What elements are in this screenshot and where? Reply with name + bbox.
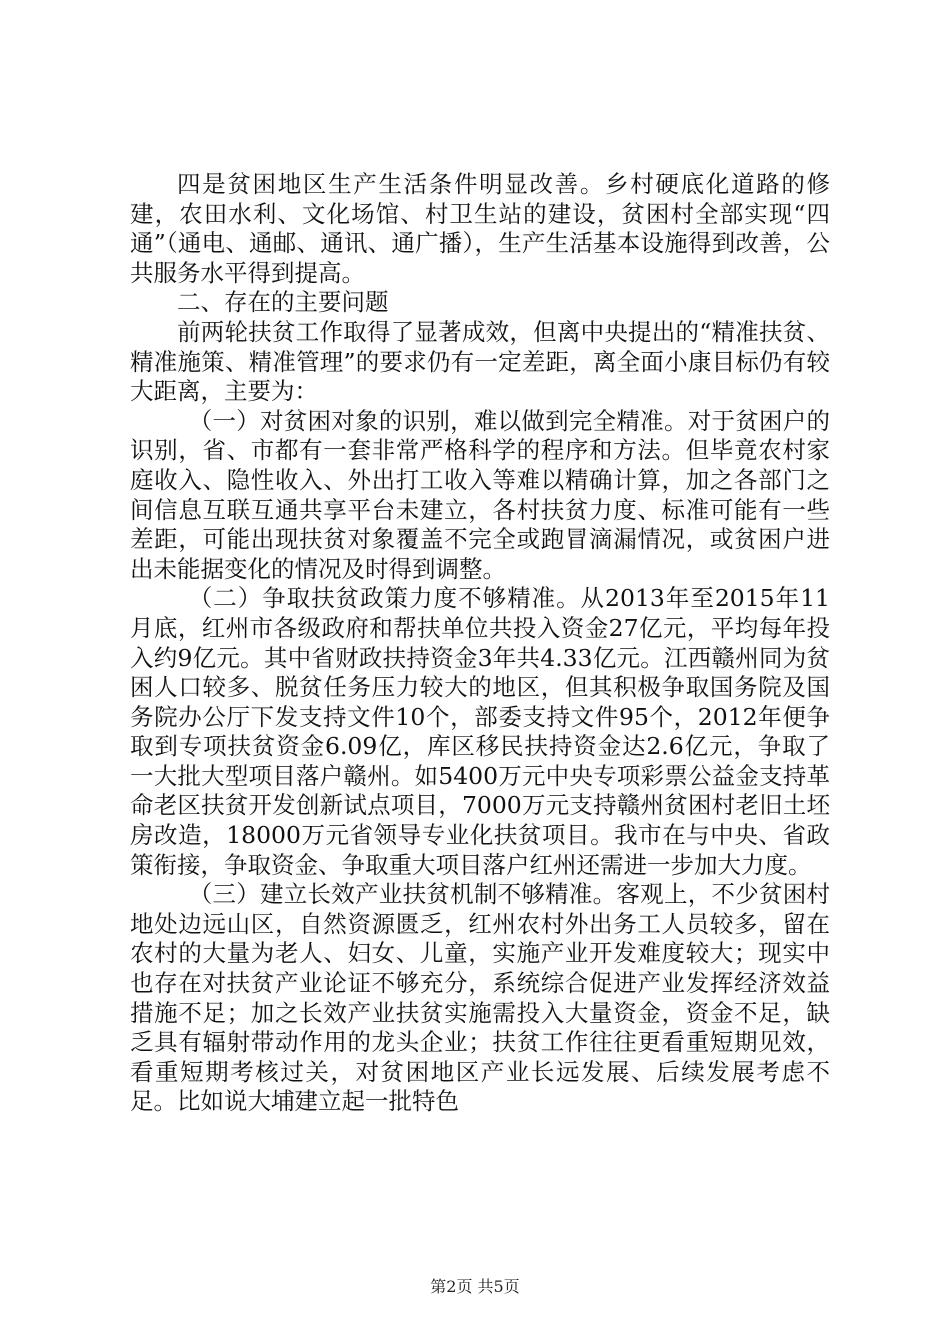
- paragraph-intro-problems: 前两轮扶贫工作取得了显著成效，但离中央提出的“精准扶贫、精准施策、精准管理”的要求仍有一定差距，离全面小康目标仍有较大距离，主要为：: [130, 317, 830, 406]
- paragraph-improvement: 四是贫困地区生产生活条件明显改善。乡村硬底化道路的修建，农田水利、文化场馆、村卫生站的建设，贫困村全部实现“四通”（通电、通邮、通讯、通广播），生产生活基本设施得到改善，公共服务水平得到提高。: [130, 170, 830, 287]
- paragraph-problem-3: （三）建立长效产业扶贫机制不够精准。客观上，不少贫困村地处边远山区，自然资源匮乏，红州农村外出务工人员较多，留在农村的大量为老人、妇女、儿童，实施产业开发难度较大；现实中也存在对扶贫产业论证不够充分，系统综合促进产业发挥经济效益措施不足；加之长效产业扶贫实施需投入大量资金，资金不足，缺乏具有辐射带动作用的龙头企业；扶贫工作往往更看重短期见效，看重短期考核过关，对贫困地区产业长远发展、后续发展考虑不足。比如说大埔建立起一批特色: [130, 880, 830, 1116]
- paragraph-problem-1: （一）对贫困对象的识别，难以做到完全精准。对于贫困户的识别，省、市都有一套非常严格科学的程序和方法。但毕竟农村家庭收入、隐性收入、外出打工收入等难以精确计算，加之各部门之间信息互联互通共享平台未建立，各村扶贫力度、标准可能有一些差距，可能出现扶贫对象覆盖不完全或跑冒滴漏情况，或贫困户进出未能据变化的情况及时得到调整。: [130, 406, 830, 583]
- page-number-label: 第2页 共5页: [430, 1277, 520, 1296]
- page-footer: [0, 1274, 950, 1297]
- paragraph-problem-2: （二）争取扶贫政策力度不够精准。从2013年至2015年11月底，红州市各级政府和帮扶单位共投入资金27亿元，平均每年投入约9亿元。其中省财政扶持资金3年共4.33亿元。江西赣州同为贫困人口较多、脱贫任务压力较大的地区，但其积极争取国务院及国务院办公厅下发支持文件10个，部委支持文件95个，2012年便争取到专项扶贫资金6.09亿，库区移民扶持资金达2.6亿元，争取了一大批大型项目落户赣州。如5400万元中央专项彩票公益金支持革命老区扶贫开发创新试点项目，7000万元支持赣州贫困村老旧土坯房改造，18000万元省领导专业化扶贫项目。我市在与中央、省政策衔接，争取资金、争取重大项目落户红州还需进一步加大力度。: [130, 584, 830, 879]
- section-heading-main-problems: 二、存在的主要问题: [177, 288, 389, 317]
- document-body: [130, 170, 830, 1117]
